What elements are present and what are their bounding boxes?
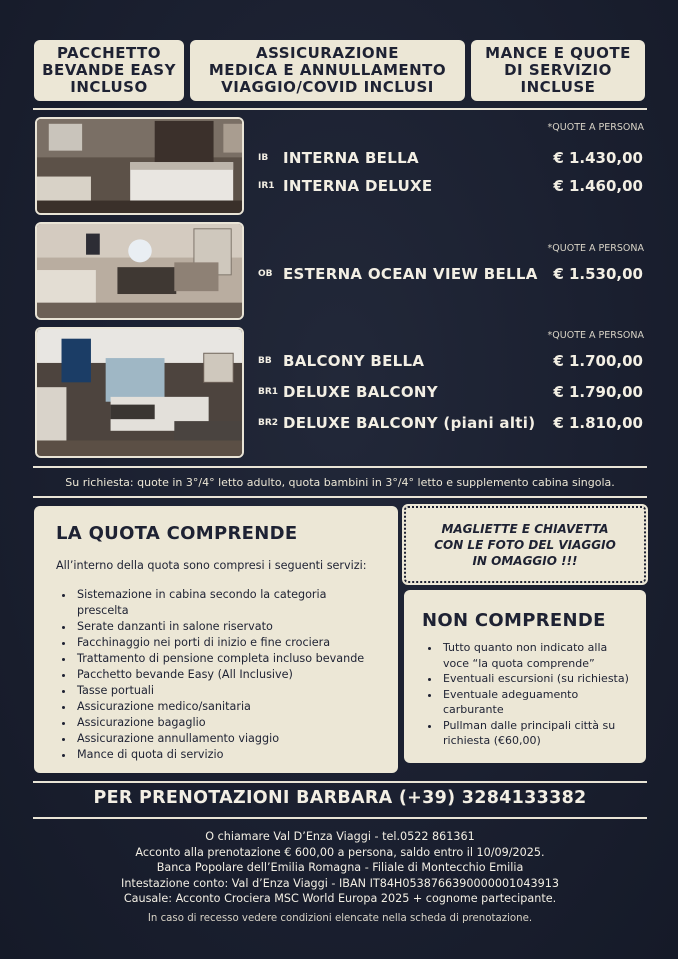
divider	[33, 817, 647, 819]
cabin-code: BR1	[258, 387, 279, 397]
list-item: • Facchinaggio nei porti di inizio e fine crociera	[75, 635, 380, 651]
on-request-note: Su richiesta: quote in 3°/4° letto adulto, quota bambini in 3°/4° letto e supplemento cabina singola.	[65, 476, 615, 489]
cabin-code: BR2	[258, 418, 279, 428]
cabin-code: IR1	[258, 181, 275, 191]
list-item: • Assicurazione bagaglio	[75, 715, 380, 731]
cabin-name: INTERNA DELUXE	[283, 177, 433, 195]
list-item: • Assicurazione annullamento viaggio	[75, 731, 380, 747]
cabin-row	[258, 263, 643, 285]
divider	[33, 496, 647, 498]
footer-line: O chiamare Val D’Enza Viaggi - tel.0522 861361	[205, 830, 475, 843]
cabin-row	[258, 381, 643, 403]
list-item: • Serate danzanti in salone riservato	[75, 619, 380, 635]
cabin-name: ESTERNA OCEAN VIEW BELLA	[283, 265, 538, 283]
cabin-code: BB	[258, 356, 272, 366]
cabin-row	[258, 350, 643, 372]
list-item: • Sistemazione in cabina secondo la categoria prescelta	[75, 587, 380, 619]
cabin-name: INTERNA BELLA	[283, 149, 419, 167]
price-note: *QUOTE A PERSONA	[547, 243, 644, 254]
list-item: • Eventuale adeguamento carburante	[441, 687, 632, 718]
list-item: • Eventuali escursioni (su richiesta)	[441, 671, 632, 687]
balcony-cabin-photo	[35, 327, 244, 458]
cabin-code: OB	[258, 269, 273, 279]
fine-print: In caso di recesso vedere condizioni elencate nella scheda di prenotazione.	[147, 913, 533, 924]
cabin-code: IB	[258, 153, 269, 163]
insurance-box: ASSICURAZIONE MEDICA E ANNULLAMENTO VIAGGIO/COVID INCLUSI	[190, 40, 465, 101]
includes-title: LA QUOTA COMPRENDE	[56, 523, 298, 544]
divider	[33, 466, 647, 468]
includes-list	[56, 587, 380, 763]
footer-line: Acconto alla prenotazione € 600,00 a persona, saldo entro il 10/09/2025.	[135, 845, 545, 859]
includes-intro: All’interno della quota sono compresi i seguenti servizi:	[56, 559, 367, 572]
includes-panel	[34, 506, 398, 773]
list-item: • Trattamento di pensione completa incluso bevande	[75, 651, 380, 667]
footer-line: Causale: Acconto Crociera MSC World Europa 2025 + cognome partecipante.	[123, 892, 557, 905]
cabin-name: DELUXE BALCONY (piani alti)	[283, 414, 536, 432]
footer-line: Intestazione conto: Val d’Enza Viaggi - IBAN IT84H0538766390000001043913	[121, 876, 559, 890]
list-item: • Assicurazione medico/sanitaria	[75, 699, 380, 715]
excludes-title: NON COMPRENDE	[422, 610, 606, 631]
excludes-panel	[404, 590, 646, 763]
drinks-package-box: PACCHETTO BEVANDE EASY INCLUSO	[34, 40, 184, 101]
cabin-row	[258, 412, 643, 434]
ocean-view-cabin-photo	[35, 222, 244, 320]
excludes-list	[422, 640, 632, 749]
price-note: *QUOTE A PERSONA	[547, 330, 644, 341]
interior-cabin-photo	[35, 117, 244, 215]
list-item: • Pacchetto bevande Easy (All Inclusive)	[75, 667, 380, 683]
list-item: • Pullman dalle principali città su richiesta (€60,00)	[441, 718, 632, 749]
cabin-name: BALCONY BELLA	[283, 352, 425, 370]
cabin-price: € 1.700,00	[553, 352, 643, 370]
divider	[33, 781, 647, 783]
list-item: • Tasse portuali	[75, 683, 380, 699]
cabin-price: € 1.430,00	[553, 149, 643, 167]
booking-contact: PER PRENOTAZIONI BARBARA (+39) 3284133382	[93, 788, 587, 808]
cabin-price: € 1.530,00	[553, 265, 643, 283]
list-item: • Tutto quanto non indicato alla voce “la quota comprende”	[441, 640, 632, 671]
price-note: *QUOTE A PERSONA	[547, 122, 644, 133]
tips-box: MANCE E QUOTE DI SERVIZIO INCLUSE	[471, 40, 645, 101]
divider	[33, 108, 647, 110]
gift-box: MAGLIETTE E CHIAVETTA CON LE FOTO DEL VIAGGIO IN OMAGGIO !!!	[404, 506, 646, 583]
payment-info	[33, 829, 647, 907]
cabin-row	[258, 147, 643, 169]
cabin-row	[258, 175, 643, 197]
footer-line: Banca Popolare dell’Emilia Romagna - Filiale di Montecchio Emilia	[156, 861, 524, 874]
cabin-price: € 1.810,00	[553, 414, 643, 432]
cabin-price: € 1.460,00	[553, 177, 643, 195]
cabin-price: € 1.790,00	[553, 383, 643, 401]
list-item: • Mance di quota di servizio	[75, 747, 380, 763]
cabin-name: DELUXE BALCONY	[283, 383, 438, 401]
